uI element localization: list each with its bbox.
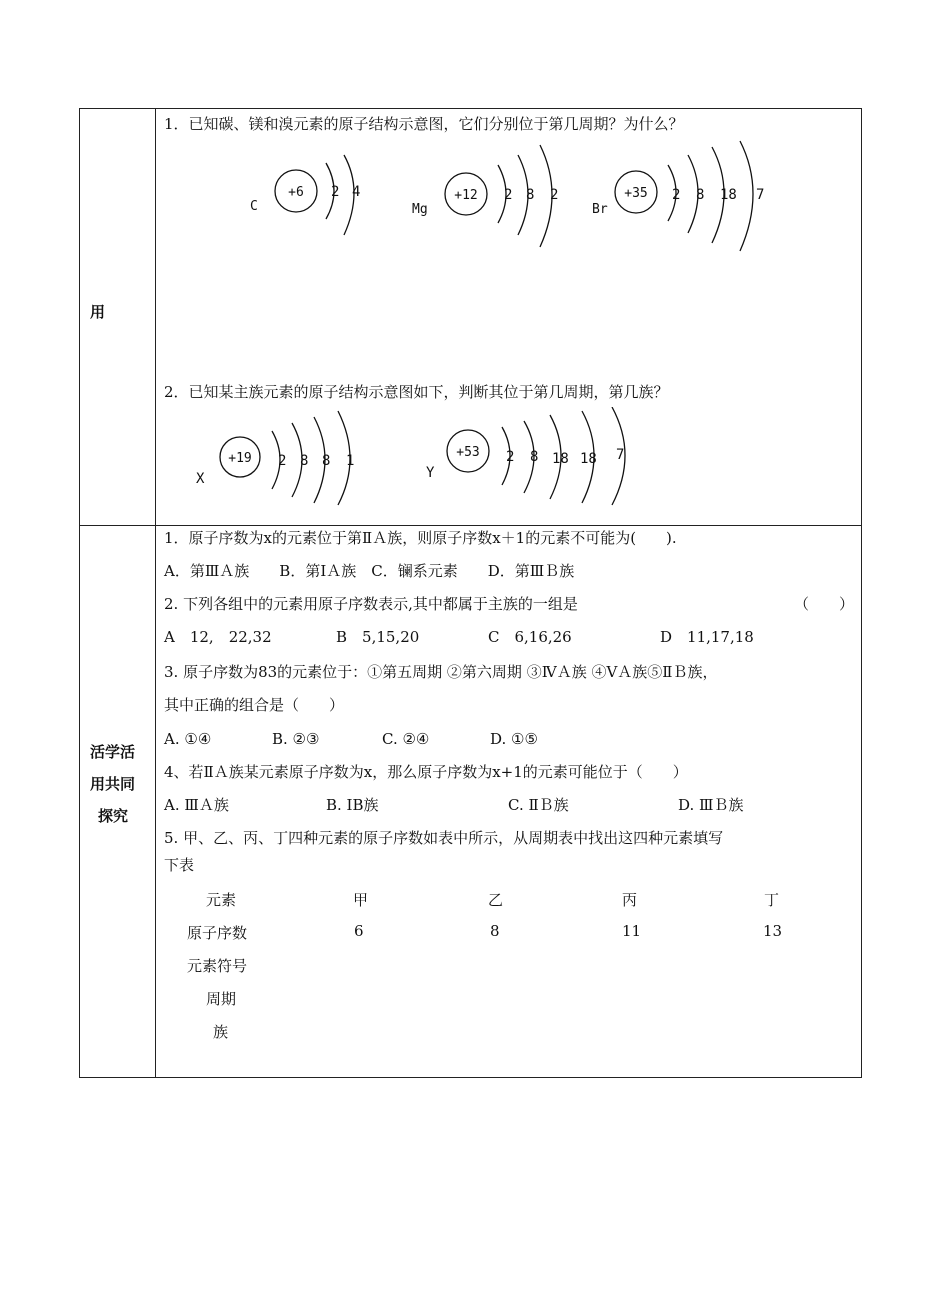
exercise4-option-c: C. ⅡＢ族	[508, 796, 569, 814]
exercise4-question: 4、若ⅡＡ族某元素原子序数为x，那么原子序数为x+1的元素可能位于（ ）	[164, 763, 688, 781]
exercise5-question: 5. 甲、乙、丙、丁四种元素的原子序数如表中所示，从周期表中找出这四种元素填写	[164, 829, 724, 847]
svg-text:2: 2	[504, 187, 513, 203]
exercise3-option-d: D. ①⑤	[490, 730, 538, 748]
atom-diagram-carbon	[240, 149, 380, 249]
table-header-jia: 甲	[353, 891, 369, 909]
worksheet-table	[79, 108, 862, 1078]
svg-text:Y: Y	[426, 465, 435, 481]
svg-text:+6: +6	[288, 185, 304, 200]
exercise2-option-c: C 6,16,26	[488, 628, 572, 646]
row-divider	[80, 525, 861, 526]
svg-text:C: C	[250, 199, 258, 214]
svg-text:X: X	[196, 471, 205, 487]
exercise1-options: A．第ⅢＡ族 B．第ⅠＡ族 C．镧系元素 D．第ⅢＢ族	[164, 562, 575, 580]
table-cell-bing-number: 11	[622, 922, 642, 940]
svg-text:8: 8	[696, 187, 705, 203]
svg-text:4: 4	[352, 184, 361, 200]
svg-text:8: 8	[322, 453, 331, 469]
svg-text:2: 2	[672, 187, 681, 203]
exercise2-bracket: （ ）	[794, 595, 855, 613]
table-row-label-atomic-number: 原子序数	[187, 924, 248, 942]
svg-text:18: 18	[580, 451, 597, 467]
exercise2-option-b: B 5,15,20	[336, 628, 420, 646]
svg-text:7: 7	[616, 447, 625, 463]
svg-text:2: 2	[331, 184, 340, 200]
svg-text:18: 18	[720, 187, 737, 203]
exercise5-question-cont: 下表	[164, 856, 195, 874]
table-row-label-group: 族	[213, 1023, 229, 1041]
exercise2-option-d: D 11,17,18	[660, 628, 754, 646]
exercise3-question: 3. 原子序数为83的元素位于：①第五周期 ②第六周期 ③ⅣＡ族 ④ⅤＡ族⑤ⅡＢ族，	[164, 663, 718, 681]
table-header-bing: 丙	[622, 891, 638, 909]
table-header-element: 元素	[206, 891, 237, 909]
question1-text: 1．已知碳、镁和溴元素的原子结构示意图，它们分别位于第几周期？为什么？	[164, 115, 684, 133]
exercise1-question: 1．原子序数为x的元素位于第ⅡＡ族，则原子序数x＋1的元素不可能为( ).	[164, 529, 677, 547]
question2-text: 2．已知某主族元素的原子结构示意图如下，判断其位于第几周期，第几族？	[164, 383, 669, 401]
table-cell-yi-number: 8	[490, 922, 500, 940]
atom-diagram-x	[188, 407, 388, 507]
exercise3-option-a: A. ①④	[164, 730, 212, 748]
exercise3-option-c: C. ②④	[382, 730, 430, 748]
section2-label-line1: 活学活	[90, 743, 136, 761]
svg-text:1: 1	[346, 453, 355, 469]
exercise2-question: 2. 下列各组中的元素用原子序数表示,其中都属于主族的一组是	[164, 595, 578, 613]
exercise4-option-d: D. ⅢＢ族	[678, 796, 744, 814]
section2-label-line2: 用共同	[90, 775, 136, 793]
table-row-label-period: 周期	[206, 990, 237, 1008]
exercise3-option-b: B. ②③	[272, 730, 320, 748]
section2-label-line3: 探究	[98, 807, 129, 825]
svg-text:+35: +35	[624, 186, 648, 201]
exercise4-option-a: A. ⅢＡ族	[164, 796, 229, 814]
table-header-ding: 丁	[764, 891, 780, 909]
svg-text:8: 8	[526, 187, 535, 203]
exercise4-option-b: B. ⅠB族	[326, 796, 379, 814]
atom-diagram-y	[420, 407, 650, 507]
atom-diagram-bromine	[590, 139, 790, 254]
exercise3-question-cont: 其中正确的组合是（ ）	[164, 696, 345, 714]
svg-text:2: 2	[550, 187, 559, 203]
exercise2-option-a: A 12, 22,32	[164, 628, 272, 646]
section1-label: 用	[90, 303, 106, 321]
svg-text:2: 2	[278, 453, 287, 469]
svg-text:+19: +19	[228, 451, 252, 466]
svg-text:8: 8	[300, 453, 309, 469]
table-cell-ding-number: 13	[763, 922, 783, 940]
svg-text:18: 18	[552, 451, 569, 467]
svg-text:+53: +53	[456, 445, 480, 460]
table-row-label-symbol: 元素符号	[187, 957, 248, 975]
svg-text:Mg: Mg	[412, 202, 428, 217]
atom-diagram-magnesium	[410, 139, 590, 254]
table-header-yi: 乙	[488, 891, 504, 909]
svg-text:7: 7	[756, 187, 765, 203]
table-cell-jia-number: 6	[354, 922, 364, 940]
column-divider	[155, 109, 156, 1077]
svg-text:+12: +12	[454, 188, 478, 203]
svg-text:2: 2	[506, 449, 515, 465]
svg-text:Br: Br	[592, 202, 608, 217]
svg-text:8: 8	[530, 449, 539, 465]
